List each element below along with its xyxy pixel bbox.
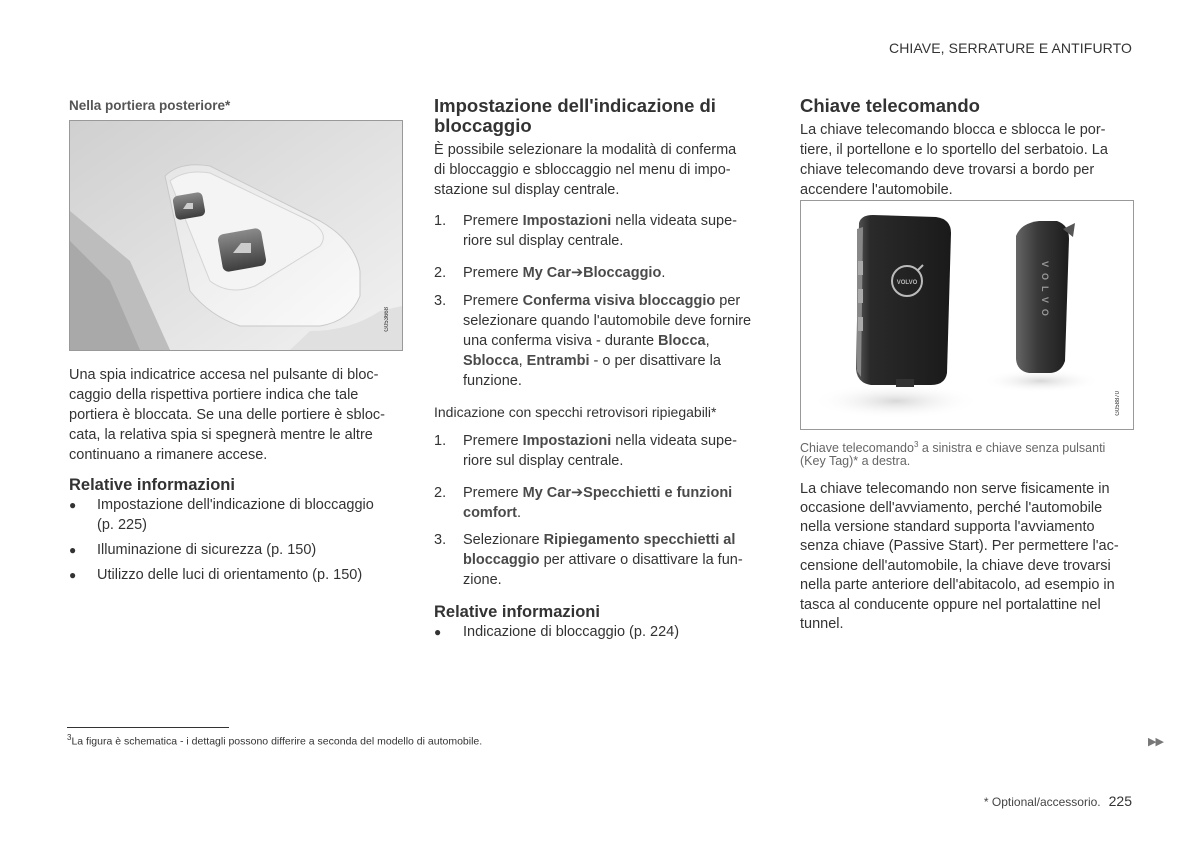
body-line: occasione dell'avviamento, perché l'automobile — [800, 500, 1103, 516]
volvo-logo: VOLVO — [896, 280, 918, 286]
running-head: CHIAVE, SERRATURE E ANTIFURTO — [888, 40, 1132, 56]
body-line: caggio della rispettiva portiere indica che tale — [69, 387, 359, 403]
footnote: $^3$La figura è schematica - i dettagli possono differire a seconda del modello di automobile. — [67, 733, 483, 748]
step-item: 1. Premere Impostazioni nella videata supe- riore sul display centrale. — [434, 213, 738, 249]
body-line: censione dell'automobile, la chiave deve trovarsi — [800, 558, 1111, 574]
body-line: senza chiave (Passive Start). Per permettere l'ac- — [800, 538, 1119, 554]
mirror-subheading: Indicazione con specchi retrovisori ripiegabili* — [434, 404, 717, 420]
keys-illustration — [801, 201, 1133, 429]
related-heading: Relative informazioni — [434, 603, 600, 621]
step-item: 1. Premere Impostazioni nella videata supe- riore sul display centrale. — [434, 433, 738, 469]
bullet-icon: ● — [69, 498, 77, 512]
step-item: 2. Premere My Car➔Specchietti e funzioni comfort. — [434, 485, 733, 521]
intro-line: La chiave telecomando blocca e sblocca le por- — [800, 122, 1106, 138]
body-line: Una spia indicatrice accesa nel pulsante di bloc- — [69, 367, 379, 383]
body-line: nella versione standard supporta l'avviamento — [800, 519, 1095, 535]
continue-arrow-icon: ▶▶ — [1148, 736, 1163, 748]
body-line: La chiave telecomando non serve fisicamente in — [800, 481, 1110, 497]
intro-line: stazione sul display centrale. — [434, 182, 620, 198]
arrow-right-icon: ➔ — [571, 485, 584, 501]
intro-line: accendere l'automobile. — [800, 182, 953, 198]
section-heading-cont: bloccaggio — [434, 115, 532, 136]
rear-door-lock-photo — [69, 120, 403, 351]
remote-key-photo — [800, 200, 1134, 430]
related-heading: Relative informazioni — [69, 476, 235, 494]
bullet-icon: ● — [434, 625, 442, 639]
body-line: continuano a rimanere accese. — [69, 447, 268, 463]
door-panel-illustration — [70, 121, 402, 350]
intro-line: di bloccaggio e sbloccaggio nel menu di impo- — [434, 162, 731, 178]
figure-caption: Chiave telecomando$^3$ a sinistra e chiave senza pulsanti — [800, 440, 1106, 456]
intro-line: chiave telecomando deve trovarsi a bordo per — [800, 162, 1095, 178]
body-line: nella parte anteriore dell'abitacolo, ad esempio in — [800, 577, 1115, 593]
door-subheading: Nella portiera posteriore* — [69, 98, 231, 113]
step-item: 3. Selezionare Ripiegamento specchietti al bloccaggio per attivare o disattivare la fun- zione. — [434, 532, 743, 588]
arrow-right-icon: ➔ — [571, 265, 584, 281]
step-item: 3. Premere Conferma visiva bloccaggio per selezionare quando l'automobile deve fornire una conferma visiva - durante Blocca, Sblocca, Entrambi - o per disattivare la funzione. — [434, 293, 752, 389]
body-line: cata, la relativa spia si spegnerà mentre le altre — [69, 427, 373, 443]
bullet-icon: ● — [69, 543, 77, 557]
body-line: tunnel. — [800, 616, 844, 632]
page-number: 225 — [1108, 793, 1132, 809]
figure-caption-cont: (Key Tag)* a destra. — [800, 454, 911, 468]
page-footer — [984, 793, 1132, 809]
body-line: tasca al conducente oppure nel portalattine nel — [800, 597, 1101, 613]
intro-line: tiere, il portellone e lo sportello del serbatoio. La — [800, 142, 1108, 158]
image-code: G058870 — [1115, 391, 1121, 416]
menu-path-settings: Impostazioni — [522, 213, 612, 229]
key-tag-text: VOLVO — [1040, 261, 1050, 322]
body-line: portiera è bloccata. Se una delle portiere è sbloc- — [69, 407, 385, 423]
image-code: G053668 — [384, 307, 390, 332]
bullet-icon: ● — [69, 568, 77, 582]
section-heading: Chiave telecomando — [800, 95, 980, 116]
optional-note: * Optional/accessorio. — [983, 795, 1101, 809]
step-item: 2. Premere My Car➔Bloccaggio. — [434, 265, 666, 281]
intro-line: È possibile selezionare la modalità di conferma — [434, 142, 737, 158]
section-heading: Impostazione dell'indicazione di — [434, 95, 716, 116]
footnote-divider — [67, 727, 229, 728]
